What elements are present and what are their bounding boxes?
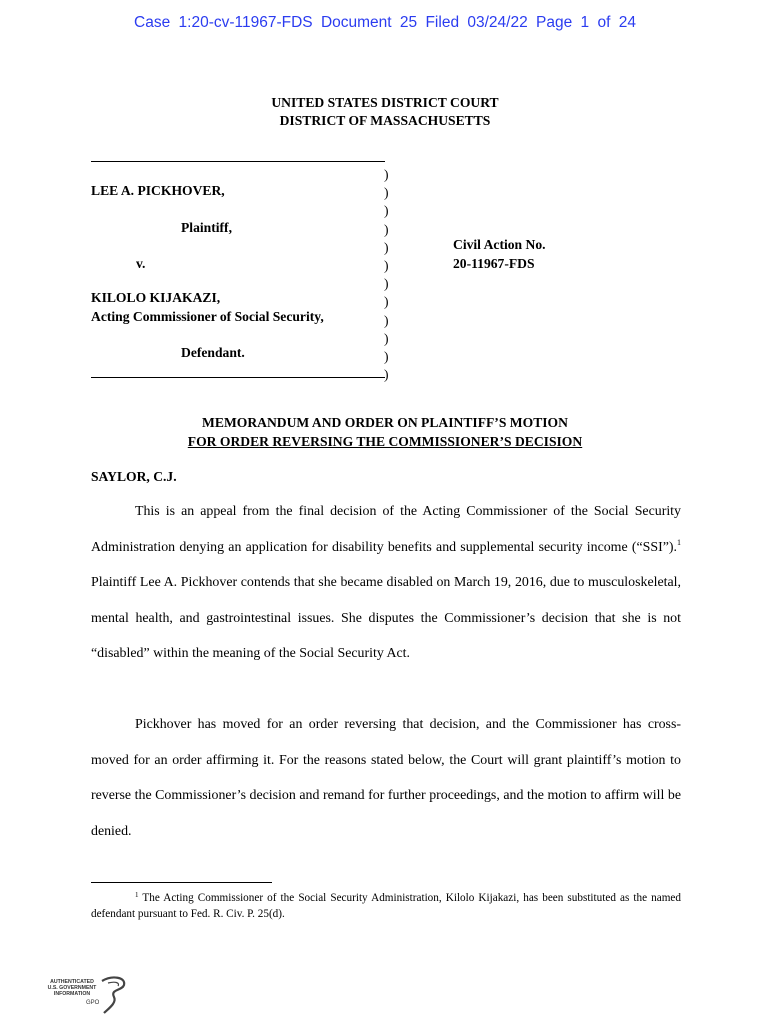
defendant-role: Defendant.	[181, 345, 245, 360]
civil-action-number: 20-11967-FDS	[453, 256, 535, 271]
case-number: Case 1:20-cv-11967-FDS	[134, 14, 313, 31]
footnote-reference: 1	[677, 537, 681, 547]
filed-date: Filed 03/24/22	[425, 14, 528, 31]
body-paragraph-1: This is an appeal from the final decision of the Acting Commissioner of the Social Security Administration denying an application for disability benefits and supplemental security income (“SSI”).$^1$ Plaintiff Lee A. Pickhover contends that she became disabled on March 19, 2016, due to musculoskeletal, mental health, and gastrointestinal issues. She disputes the Commissioner’s decision that she is not “disabled” within the meaning of the Social Security Act.	[91, 504, 681, 662]
document-title: MEMORANDUM AND ORDER ON PLAINTIFF’S MOTION	[202, 415, 568, 430]
caption-bottom-rule	[91, 377, 385, 378]
caption-top-rule	[91, 161, 385, 162]
court-district: DISTRICT OF MASSACHUSETTS	[279, 113, 491, 128]
caption-paren-column: ) ) ) ) ) ) ) ) ) ) ) )	[384, 167, 389, 383]
case-header	[0, 14, 770, 32]
footnote-marker: 1	[135, 891, 139, 899]
civil-action-label: Civil Action No.	[453, 237, 546, 252]
court-name: UNITED STATES DISTRICT COURT	[271, 95, 499, 110]
document-number: Document 25	[320, 14, 418, 31]
plaintiff-name: LEE A. PICKHOVER,	[91, 183, 225, 198]
author-line: SAYLOR, C.J.	[91, 469, 177, 484]
footnote-1: $^1$ The Acting Commissioner of the Social Security Administration, Kilolo Kijakazi, has been substituted as the named defendant pursuant to Fed. R. Civ. P. 25(d).	[91, 891, 681, 920]
eagle-logo-icon	[98, 975, 130, 1015]
page-indicator: Page 1 of 24	[536, 14, 636, 31]
defendant-name: KILOLO KIJAKAZI,	[91, 290, 221, 305]
body-paragraph-2: Pickhover has moved for an order reversing that decision, and the Commissioner has cross-moved for an order affirming it. For the reasons stated below, the Court will grant plaintiff’s motion to reverse the Commissioner’s decision and remand for further proceedings, and the motion to affirm will be denied.	[91, 717, 681, 839]
defendant-title: Acting Commissioner of Social Security,	[91, 309, 324, 324]
plaintiff-role: Plaintiff,	[181, 220, 232, 235]
gpo-authentication-seal: AUTHENTICATED U.S. GOVERNMENT INFORMATION GPO	[42, 975, 132, 1015]
document-title-line2: FOR ORDER REVERSING THE COMMISSIONER’S DECISION	[187, 434, 583, 449]
footnote-rule	[91, 882, 272, 883]
versus: v.	[136, 256, 146, 271]
